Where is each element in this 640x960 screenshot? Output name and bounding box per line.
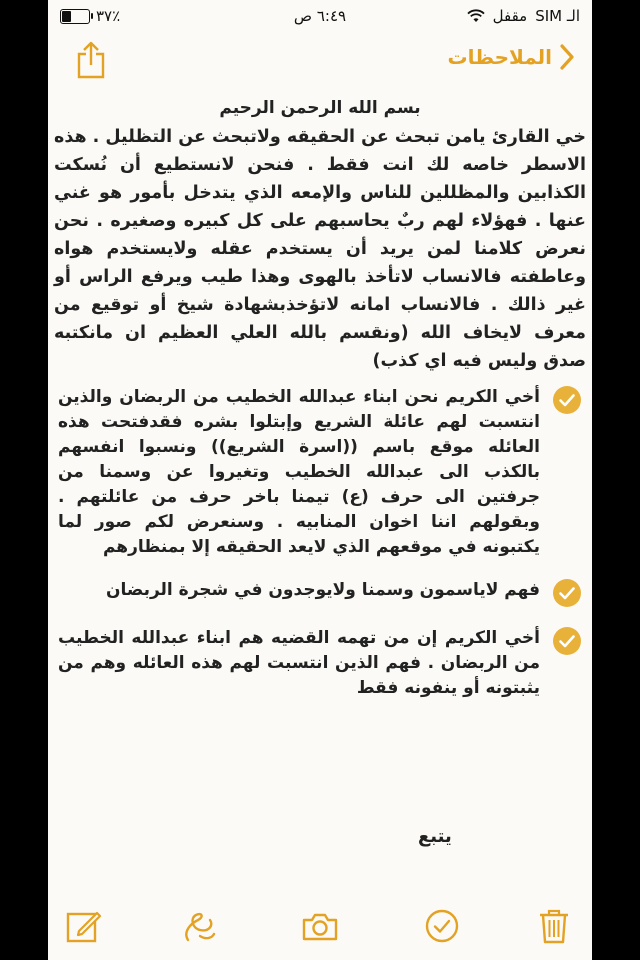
back-button[interactable] bbox=[448, 44, 574, 70]
trash-icon[interactable] bbox=[534, 906, 574, 946]
chevron-right-icon bbox=[560, 44, 574, 70]
checklist-item bbox=[48, 578, 592, 608]
checklist-item-text: أخي الكريم نحن ابناء عبدالله الخطيب من الربضان والذين انتسبت لهم عائلة الشريع وإبتلوا بشره فقدفتحت هذه العائله موقع باسم ((اسرة الشريع)) ونسبوا انفسهم بالكذب الى عبدالله الخطيب وتغيروا عن وسمنا من جرفتين الى حرف (ع) تيمنا باخر حرف من عائلتهم . وبقولهم اننا اخوان المنابيه . وسنعرض لكم صور لما يكتبونه في موقعهم الذي لايعد الحقيقه إلا بمنظارهم bbox=[58, 387, 540, 557]
battery-percent: ٣٧٪ bbox=[96, 7, 121, 25]
back-label: الملاحظات bbox=[447, 45, 552, 69]
status-bar bbox=[48, 0, 592, 34]
lock-label: مقفل bbox=[492, 7, 528, 25]
nav-bar bbox=[48, 34, 592, 88]
checkmark-icon[interactable] bbox=[552, 626, 582, 656]
note-bismillah: بسم الله الرحمن الرحيم bbox=[219, 98, 421, 118]
carrier-name: الـ SIM bbox=[535, 7, 580, 25]
note-follow-text: يتبع bbox=[418, 826, 452, 847]
bottom-toolbar bbox=[48, 892, 592, 960]
checklist-icon[interactable] bbox=[422, 906, 462, 946]
sketch-icon[interactable] bbox=[180, 906, 220, 946]
checklist-item-text: فهم لاياسمون وسمنا ولايوجدون في شجرة الربضان bbox=[105, 580, 540, 600]
checkmark-icon[interactable] bbox=[552, 385, 582, 415]
wifi-icon bbox=[467, 9, 485, 23]
checklist bbox=[48, 385, 592, 701]
checklist-item bbox=[48, 385, 592, 560]
carrier-info bbox=[467, 7, 580, 25]
camera-icon[interactable] bbox=[300, 906, 340, 946]
compose-icon[interactable] bbox=[64, 906, 104, 946]
checklist-item bbox=[48, 626, 592, 701]
share-icon[interactable] bbox=[74, 40, 108, 80]
note-body[interactable] bbox=[48, 95, 592, 719]
notes-screen bbox=[48, 0, 592, 960]
note-intro: خي القارئ يامن تبحث عن الحقيقه ولاتبحث عن التظليل . هذه الاسطر خاصه لك انت فقط . فنحن لانستطيع أن نُسكت الكذابين والمظللين للناس والإمعه الذي يتدخل بأمور هو غني عنها . فهؤلاء لهم ربٌ يحاسبهم على كل كبيره وصغيره . نحن نعرض كلامنا لمن يريد أن يستخدم عقله ولايستخدم هواه وعاطفته فالانساب لاتأخذ بالهوى وهذا طيب ويرفع الراس أو غير ذالك . فالانساب امانه لاتؤخذبشهادة شيخ أو توقيع من معرف لايخاف الله (ونقسم بالله العلي العظيم ان مانكتبه صدق وليس فيه اي كذب) bbox=[54, 127, 586, 371]
status-time: ٦:٤٩ ص bbox=[293, 7, 347, 25]
checklist-item-text: أخي الكريم إن من تهمه القضيه هم ابناء عبدالله الخطيب من الربضان . فهم الذين انتسبت لهم هذه العائله وهم من يثبتونه أو ينفونه فقط bbox=[58, 628, 540, 698]
checkmark-icon[interactable] bbox=[552, 578, 582, 608]
